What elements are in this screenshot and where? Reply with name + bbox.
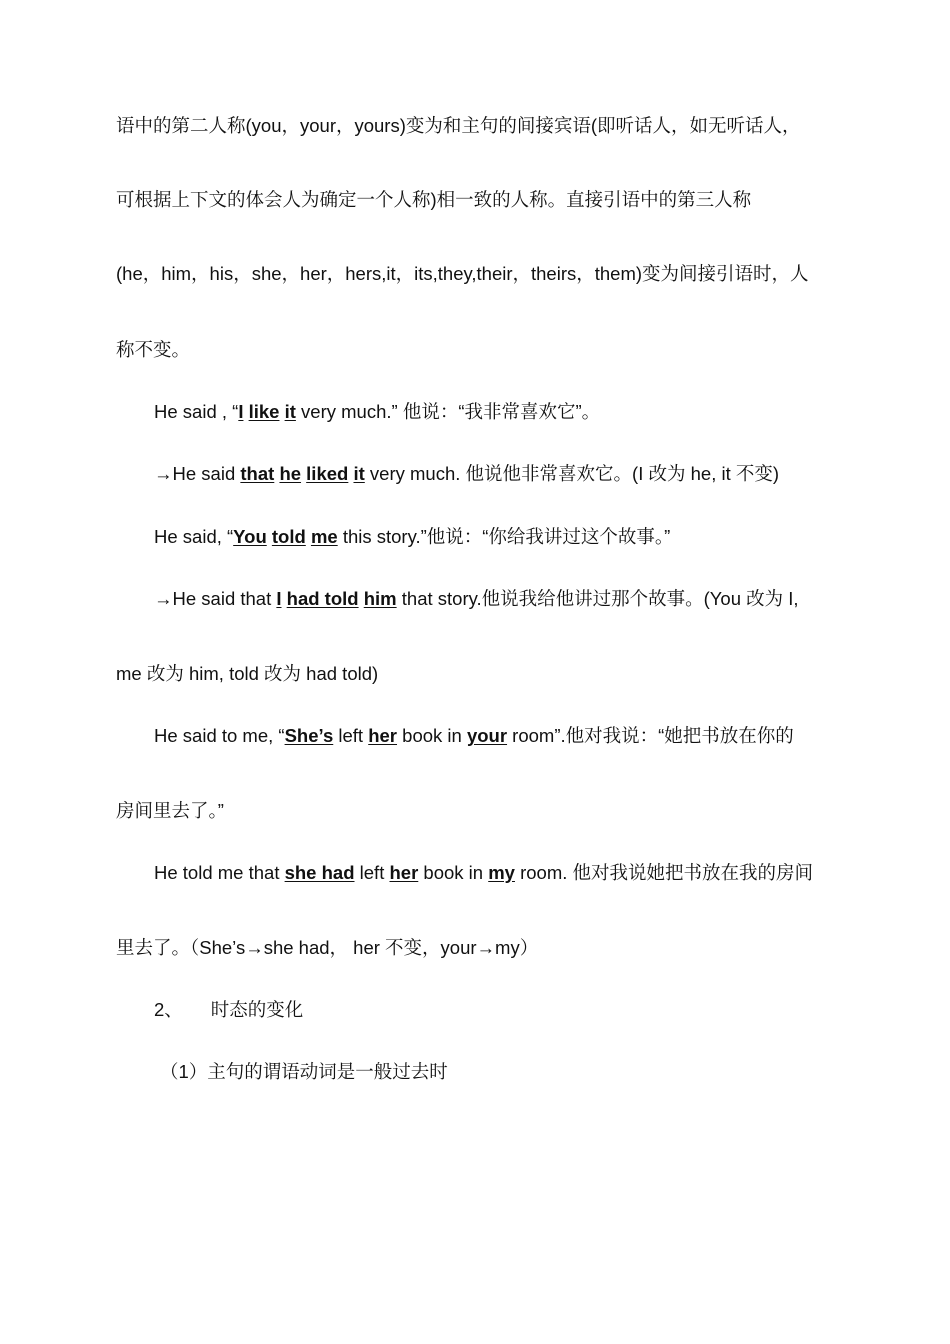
underlined-word: She’s: [284, 725, 334, 746]
underlined-word: I: [238, 401, 244, 422]
subsection-heading: （1）主句的谓语动词是一般过去时: [160, 1061, 448, 1082]
underlined-word: she had: [284, 862, 355, 883]
underlined-word: I: [276, 588, 282, 609]
example-1-direct: He said , “I like it very much.” 他说：“我非常喜欢它”。: [154, 401, 601, 422]
section-heading: [154, 998, 303, 1022]
underlined-word: him: [363, 588, 397, 609]
underlined-word: like: [248, 401, 280, 422]
section-number: 2、: [154, 999, 183, 1020]
underlined-word: her: [368, 725, 398, 746]
paragraph-line-2: 可根据上下文的体会人为确定一个人称)相一致的人称。直接引语中的第三人称: [116, 189, 752, 210]
example-2-indirect: →He said that I had told him that story.他说我给他讲过那个故事。(You 改为 I,: [154, 588, 799, 609]
section-title: 时态的变化: [210, 999, 304, 1020]
underlined-word: my: [488, 862, 515, 883]
example-1-indirect: →He said that he liked it very much. 他说他非常喜欢它。(I 改为 he, it 不变): [154, 463, 780, 484]
underlined-word: liked: [306, 463, 349, 484]
example-2-indirect-continued: me 改为 him, told 改为 had told): [116, 663, 379, 684]
example-3-indirect: He told me that she had left her book in my room. 他对我说她把书放在我的房间: [154, 862, 814, 883]
example-3-indirect-continued: 里去了。（She’s→she had， her 不变，your→my）: [116, 937, 539, 958]
paragraph-line-4: 称不变。: [116, 339, 191, 360]
underlined-word: it: [353, 463, 365, 484]
underlined-word: it: [284, 401, 296, 422]
example-3-direct: He said to me, “She’s left her book in your room”.他对我说：“她把书放在你的: [154, 725, 794, 746]
underlined-word: your: [466, 725, 508, 746]
underlined-word: her: [389, 862, 419, 883]
underlined-word: You: [233, 526, 267, 547]
example-3-direct-continued: 房间里去了。”: [116, 800, 224, 821]
underlined-word: me: [310, 526, 338, 547]
underlined-word: had told: [286, 588, 359, 609]
underlined-word: that: [240, 463, 275, 484]
underlined-word: told: [271, 526, 306, 547]
underlined-word: he: [279, 463, 302, 484]
paragraph-line-1: 语中的第二人称(you，your，yours)变为和主句的间接宾语(即听话人，如无听话人，: [116, 115, 801, 136]
paragraph-line-3: (he，him，his，she，her，hers,it，its,they,their，theirs，them)变为间接引语时，人: [116, 263, 809, 284]
example-2-direct: He said, “You told me this story.”他说：“你给我讲过这个故事。”: [154, 526, 671, 547]
